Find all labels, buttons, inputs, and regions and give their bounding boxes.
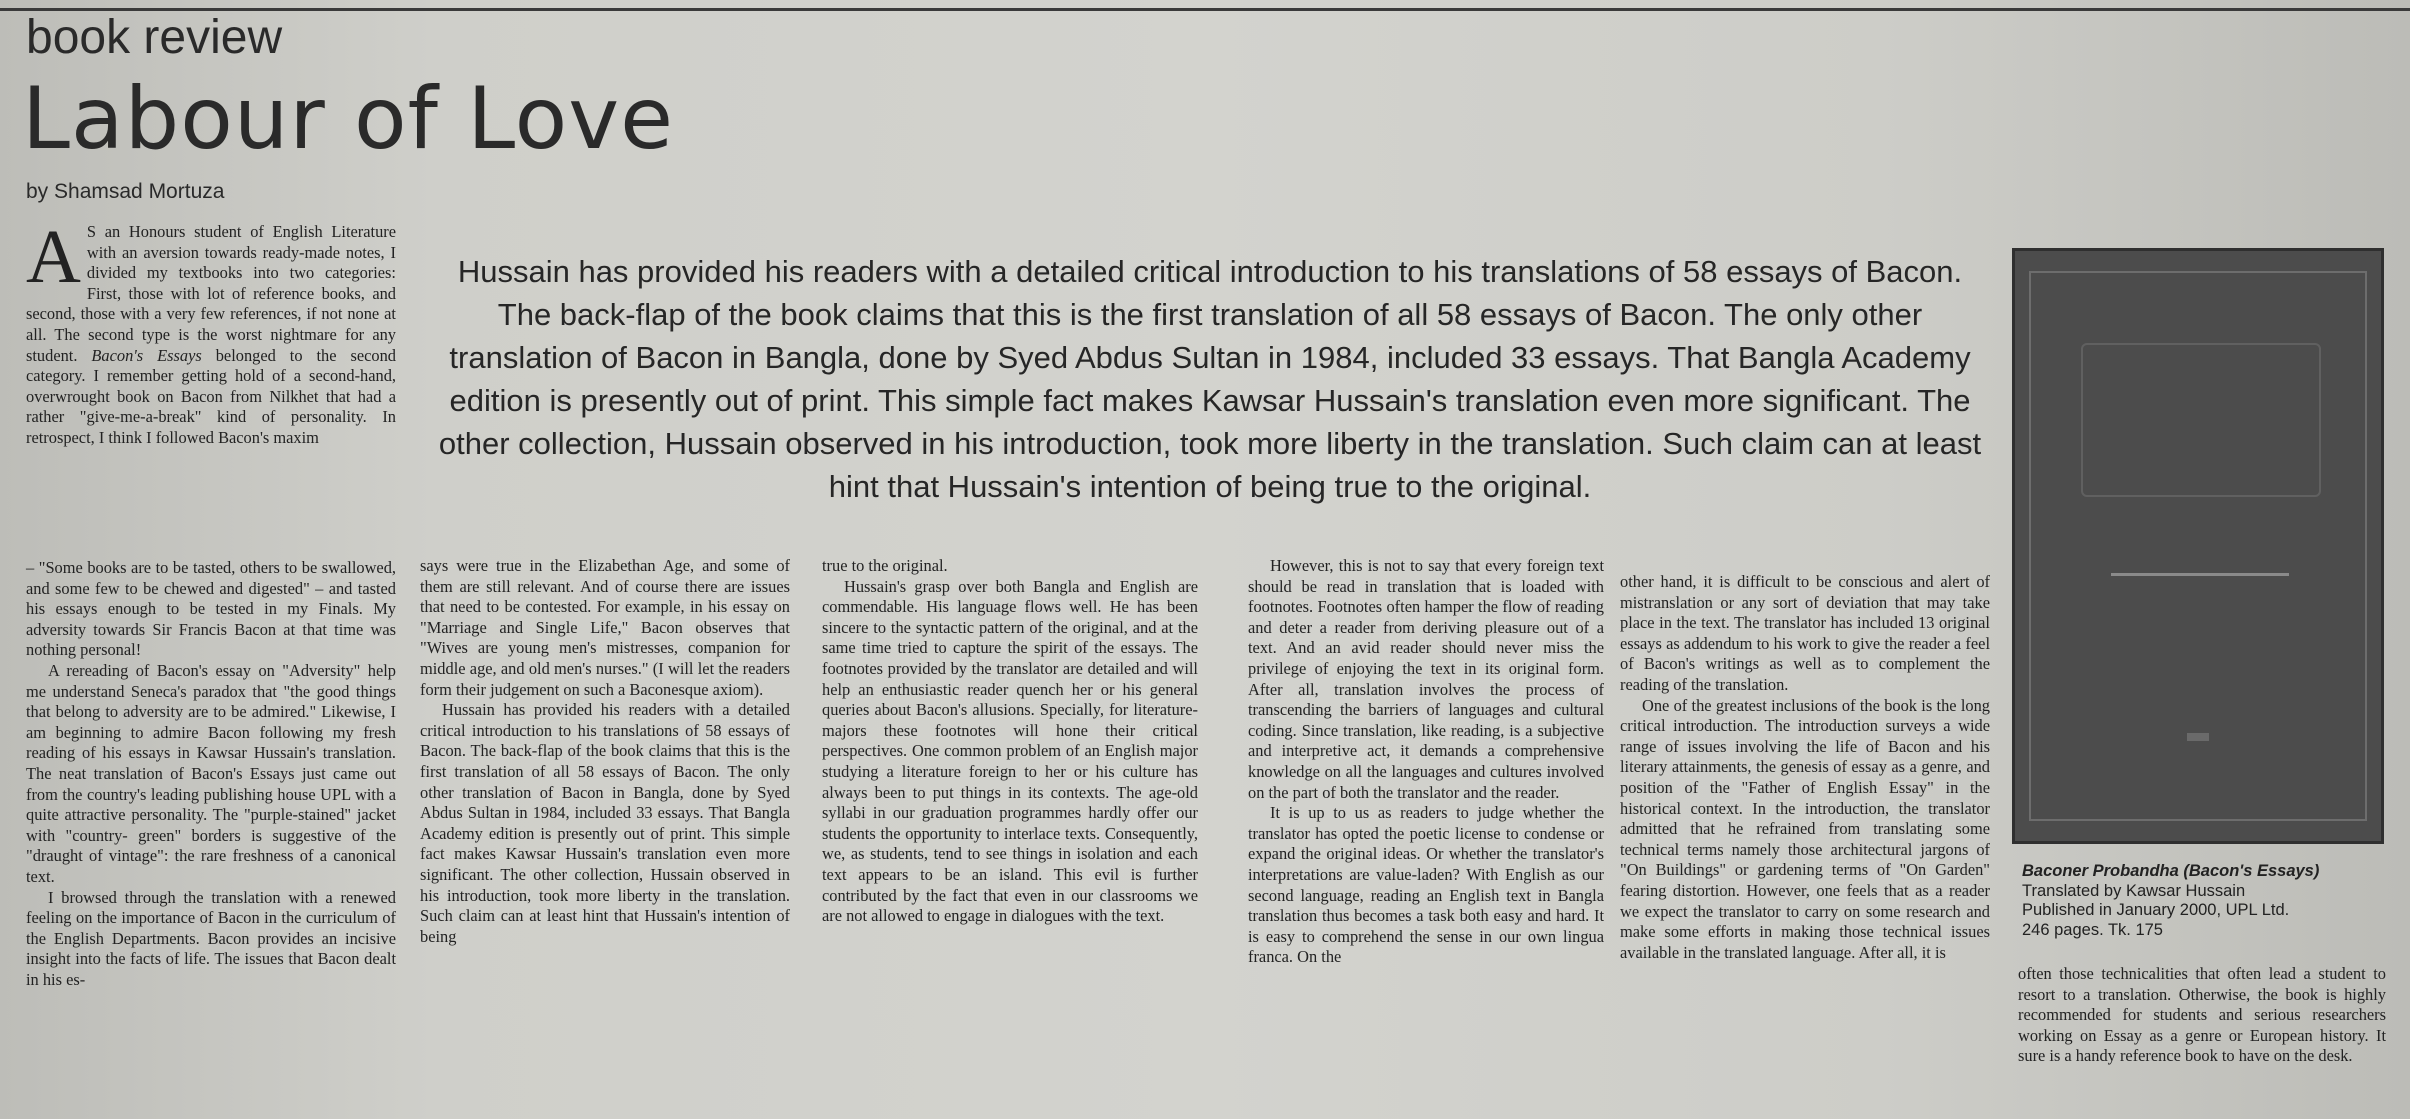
article-column-6 xyxy=(2018,964,2386,1067)
article-paragraph: One of the greatest inclusions of the book is the long critical introduction. The introduction surveys a wide range of issues involving the life of Bacon and his literary attainments, the genesis of essay as a genre, and position of the "Father of English Essay" in the historical context. In the introduction, the translator admitted that he refrained from translating some technical terms namely those architectural jargons of "On Buildings" or gardening terms of "On Garden" fearing distortion. However, one feels that as a reader we expect the translator to carry on some research and make some efforts in making those technical issues available in the translated language. After all, it is xyxy=(1620,695,1990,962)
book-cover-title-art xyxy=(2081,343,2321,497)
book-title-italic: Bacon's Essays xyxy=(91,345,202,365)
book-cover-rule xyxy=(2111,573,2289,576)
article-column-1-top xyxy=(26,215,396,449)
article-column-3 xyxy=(822,556,1198,927)
article-paragraph-3: I browsed through the translation with a renewed feeling on the importance of Bacon in the curriculum of the English Departments. Bacon provides an incisive insight into the facts of life. The issues that Bacon dealt in his es- xyxy=(26,887,396,989)
article-paragraph: Hussain's grasp over both Bangla and English are commendable. His language flows well. He has been sincere to the syntactic pattern of the original, and at the same time tried to capture the spirit of the essays. The footnotes provided by the translator are detailed and will help an enthusiastic reader quench her or his general queries about Bacon's allusions. Specially, for literature-majors these footnotes will hone their critical perspectives. One common problem of an English major studying a literature foreign to her or his culture has always been to put things in its contexts. The age-old syllabi in our graduation programmes hardly offer our students the opportunity to interlace texts. Consequently, we, as students, tend to see things in isolation and each text appears to be an island. This evil is further contributed by the fact that even in our classrooms we are not allowed to engage in dialogues with the text. xyxy=(822,576,1198,926)
drop-cap: A xyxy=(26,215,81,299)
article-column-5 xyxy=(1620,572,1990,963)
article-column-2 xyxy=(420,556,790,947)
article-paragraph: Hussain has provided his readers with a detailed critical introduction to his translations of 58 essays of Bacon. The back-flap of the book claims that this is the first translation of all 58 essays of Bacon. The only other translation of Bacon in Bangla, done by Syed Abdus Sultan in 1984, included 33 essays. That Bangla Academy edition is presently out of print. This simple fact makes Kawsar Hussain's translation even more significant. The other collection, Hussain observed in his introduction, took more liberty in the translation. Such claim can at least hint that Hussain's intention of being xyxy=(420,700,790,946)
book-cover-icon xyxy=(2012,248,2384,844)
book-caption-pages: 246 pages. Tk. 175 xyxy=(2022,920,2163,939)
text-span: S an Honours student of English Literature with an aversion towards ready-made notes, I divided my textbooks into two categories: First, those with lot of reference books, and second, those with a very few references, if not none at all. The second type is the worst nightmare for any student. xyxy=(26,222,396,365)
article-paragraph-2: A rereading of Bacon's essay on "Adversity" help me understand Seneca's paradox that "the good things that belong to adversity are to be admired." Likewise, I am beginning to admire Bacon following my fresh reading of his essays in Kawsar Hussain's translation. The neat translation of Bacon's Essays just came out from the country's leading publishing house UPL with a quite attractive personality. The "purple-stained" jacket with "country- green" borders is suggestive of the "draught of vintage": the rare freshness of a canonical text. xyxy=(26,660,396,886)
article-column-4 xyxy=(1248,556,1604,968)
book-cover-publisher-mark xyxy=(2187,733,2209,741)
book-caption-published: Published in January 2000, UPL Ltd. xyxy=(2022,901,2290,919)
article-paragraph: true to the original. xyxy=(822,556,948,575)
book-caption-translator: Translated by Kawsar Hussain xyxy=(2022,881,2246,900)
byline: by Shamsad Mortuza xyxy=(26,180,225,203)
headline: Labour of Love xyxy=(22,69,675,169)
article-paragraph: says were true in the Elizabethan Age, and some of them are still relevant. And of course there are issues that need to be contested. For example, in his essay on "Marriage and Single Life," Bacon observes that "Wives are young men's mistresses, companion for middle age, and old men's nurses." (I will let the readers form their judgement on such a Baconesque axiom). xyxy=(420,556,790,699)
top-rule xyxy=(0,8,2410,11)
book-caption-title: Baconer Probandha (Bacon's Essays) xyxy=(2022,862,2320,880)
book-caption xyxy=(2022,862,2392,940)
article-paragraph: other hand, it is difficult to be conscious and alert of mistranslation or any sort of deviation that may take place in the text. The translator has included 13 original essays as addendum to his work to give the reader a feel of Bacon's writings as well as to complement the reading of the translation. xyxy=(1620,572,1990,694)
article-paragraph: often those technicalities that often lead a student to resort to a translation. Otherwise, the book is highly recommended for students and serious researchers working on Essay as a genre or European history. It sure is a handy reference book to have on the desk. xyxy=(2018,964,2386,1066)
article-paragraph: It is up to us as readers to judge whether the translator has opted the poetic license to condense or expand the original ideas. Or whether the translator's interpretations are value-laden? With English as our second language, reading an English text in Bangla translation thus becomes a task both easy and hard. It is easy to comprehend the sense in our own lingua franca. On the xyxy=(1248,803,1604,967)
article-column-1-bottom xyxy=(26,558,396,990)
book-cover-border xyxy=(2029,271,2367,821)
text-span: belonged to the second category. I remember getting hold of a second-hand, overwrought book on Bacon from Nilkhet that had a rather "give-me-a-break" kind of personality. In retrospect, I think I followed Bacon's maxim xyxy=(26,345,396,447)
article-paragraph-1-cont: – "Some books are to be tasted, others to be swallowed, and some few to be chewed and digested" – and tasted his essays enough to be tested in my Finals. My adversity towards Sir Francis Bacon at that time was nothing personal! xyxy=(26,558,396,660)
article-paragraph: However, this is not to say that every foreign text should be read in translation that is loaded with footnotes. Footnotes often hamper the flow of reading and deter a reader from deriving pleasure out of a text. And an avid reader should never miss the privilege of enjoying the text in its original form. After all, translation involves the process of transcending the barriers of languages and cultural coding. Since translation, like reading, is a subjective and interpretive act, it demands a comprehensive knowledge on all the languages and cultures involved on the part of both the translator and the reader. xyxy=(1248,556,1604,802)
section-label: book review xyxy=(26,11,283,64)
pull-quote: Hussain has provided his readers with a detailed critical introduction to his translations of 58 essays of Bacon. The back-flap of the book claims that this is the first translation of all 58 essays of Bacon. The only other translation of Bacon in Bangla, done by Syed Abdus Sultan in 1984, included 33 essays. That Bangla Academy edition is presently out of print. This simple fact makes Kawsar Hussain's translation even more significant. The other collection, Hussain observed in his introduction, took more liberty in the translation. Such claim can at least hint that Hussain's intention of being true to the original. xyxy=(438,254,1982,504)
article-paragraph-1 xyxy=(26,215,396,449)
